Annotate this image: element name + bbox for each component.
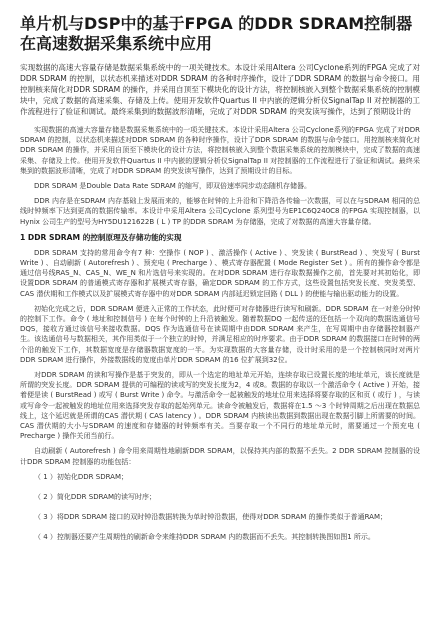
body-paragraph: 自动刷新 ( Autorefresh ) 命令用来周期性地刷新DDR SDRAM，以保持其内部的数据不丢失。2 DDR SDRAM 控制器的设计DDR SDRAM 控制器的功能包括： (20, 447, 420, 466)
body-paragraph: 实现数据的高速大容量存储是数据采集系统中的一项关键技术。本设计采用Altera 公司Cyclone系列的FPGA 完成了对DDR SDRAM 的控制，以状态机来描述对DDR SDRAM 的各种时序操作，设计了DDR SDRAM 的数据与命令接口。用控制核来简化对DDR SDRAM 的操作，并采用自顶至下模块化的设计方法，将控制核嵌入到整个数据采集系统的控制模块中，完成了数据的高速采集、存储及上传。使用开发软件Quartus II 中内嵌的逻辑分析仪SignalTap II 对控制器的工作流程进行了验证和调试。最终采集到的数据波形清晰，完成了对DDR SDRAM 的突发读写操作，达到了预期设计的目标。 (20, 126, 420, 175)
document-title: 单片机与DSP中的基于FPGA 的DDR SDRAM控制器在高速数据采集系统中应用 (20, 14, 413, 53)
body-paragraph: 初始化完成之后，DDR SDRAM 便进入正常的工作状态，此时便可对存储器进行读写和刷新。DDR SDRAM 在一对差分时钟的控制下工作。命令 ( 地址和控制信号 ) 在每个时钟的上升沿被触发。随着数据DQ 一起传送的还包括一个双向的数据选通信号DQS，接收方通过该信号来接收数据。DQS 作为选通信号在读周期中由DDR SDRAM 来产生，在写周期中由存储器控制器产生。该选通信号与数据相关，其作用类似于一个独立的时钟，并满足相应的时序要求。由于DDR SDRAM 的数据接口在时钟的两个沿的触发下工作，其数据宽度是存储器数据宽度的一半。为实现数据的大容量存储，设计时采用的是一个控制核同时对两片DDR SDRAM 进行操作，外接数据线的宽度由单片DDR SDRAM 的16 位扩展到32位。 (20, 304, 420, 364)
list-item: （ 4 ）控制器还要产生周期性的刷新命令来维持DDR SDRAM 内的数据而不丢失。其控制转换图如图1 所示。 (34, 532, 375, 541)
function-list (20, 472, 420, 542)
list-item: （ 3 ）将DDR SDRAM 接口的双时钟沿数据转换为单时钟沿数据，使得对DDR SDRAM 的操作类似于普通RAM； (34, 512, 387, 521)
abstract-paragraph: 实现数据的高速大容量存储是数据采集系统中的一项关键技术。本设计采用Altera 公司Cyclone系列的FPGA 完成了对DDR SDRAM 的控制，以状态机来描述对DDR SDRAM 的各种时序操作，设计了DDR SDRAM 的数据与命令接口。用控制核来简化对DDR SDRAM 的操作，并采用自顶至下模块化的设计方法，将控制核嵌入到整个数据采集系统的控制模块中，完成了数据的高速采集、存储及上传。使用开发软件Quartus II 中内嵌的逻辑分析仪SignalTap II 对控制器的工作流程进行了验证和调试。最终采集到的数据波形清晰，完成了对DDR SDRAM 的突发读写操作，达到了预期设计的 (20, 63, 420, 116)
list-item: （ 1 ）初始化DDR SDRAM； (34, 472, 129, 481)
body-paragraph: 对DDR SDRAM 的读和写操作是基于突发的，即从一个选定的地址单元开始，连续存取已设置长度的地址单元，该长度就是所谓的突发长度。DDR SDRAM 提供的可编程的读或写的突发长度为2，4 或8。数据的存取以一个激活命令 ( Active ) 开始，接着便是读 ( BurstRead ) 或写 ( Burst Write ) 命令。与激活命令一起被触发的地址位用来选择将要存取的区和页 ( 或行 ) ，与读或写命令一起被触发的地址位用来选择突发存取的起始列单元。读命令被触发后，数据将在1.5 ～3 个时钟周期之后出现在数据总线上，这个延迟就是所谓的CAS 潜伏期 ( CAS latency ) 。DDR SDRAM 内核读出数据到数据出现在数据引脚上所需要的时间。CAS 潜伏期的大小与SDRAM 的速度和存储器的时钟频率有关。当要存取一个不同行的地址单元时，需要通过一个预充电 ( Precharge ) 操作关闭当前行。 (20, 371, 420, 441)
body-paragraph: DDR SDRAM 是Double Data Rate SDRAM 的缩写，即双倍速率同步动态随机存储器。 (34, 182, 312, 191)
body-paragraph: DDR SDRAM 支持的常用命令有7 种：空操作 ( NOP ) 、激活操作 ( Active ) 、突发读 ( BurstRead ) 、突发写 ( Burst Write ) 、自动刷新 ( Autorefresh ) 、预充电 ( Precharge ) 、模式寄存器配置 ( Mode Register Set ) 。所有的操作命令都是通过信号线RAS_N、CAS_N、WE_N 和片选信号来实现的。在对DDR SDRAM 进行存取数据操作之前，首先要对其初始化，即设置DDR SDRAM 的普通模式寄存器和扩展模式寄存器，确定DDR SDRAM 的工作方式，这些设置包括突发长度、突发类型、CAS 潜伏期和工作模式以及扩展模式寄存器中的对DDR SDRAM 内部延迟锁定回路 ( DLL ) 的使能与输出驱动能力的设置。 (20, 248, 420, 298)
body-paragraph: DDR 内存是在SDRAM 内存基础上发展而来的，能够在时钟的上升沿和下降沿各传输一次数据，可以在与SDRAM 相同的总线时钟频率下达到更高的数据传输率。本设计中采用Altera 公司Cyclone 系列型号为EP1C6Q240C8 的FPGA 实现控制器，以Hynix 公司生产的型号为HY5DU121622B ( L ) TP 的DDR SDRAM 为存储器，完成了对数据的高速大容量存储。 (20, 197, 420, 226)
section-heading: 1 DDR SDRAM 的控制原理及存储功能的实现 (20, 232, 182, 242)
list-item: （ 2 ）简化DDR SDRAM的读写时序； (34, 492, 157, 501)
